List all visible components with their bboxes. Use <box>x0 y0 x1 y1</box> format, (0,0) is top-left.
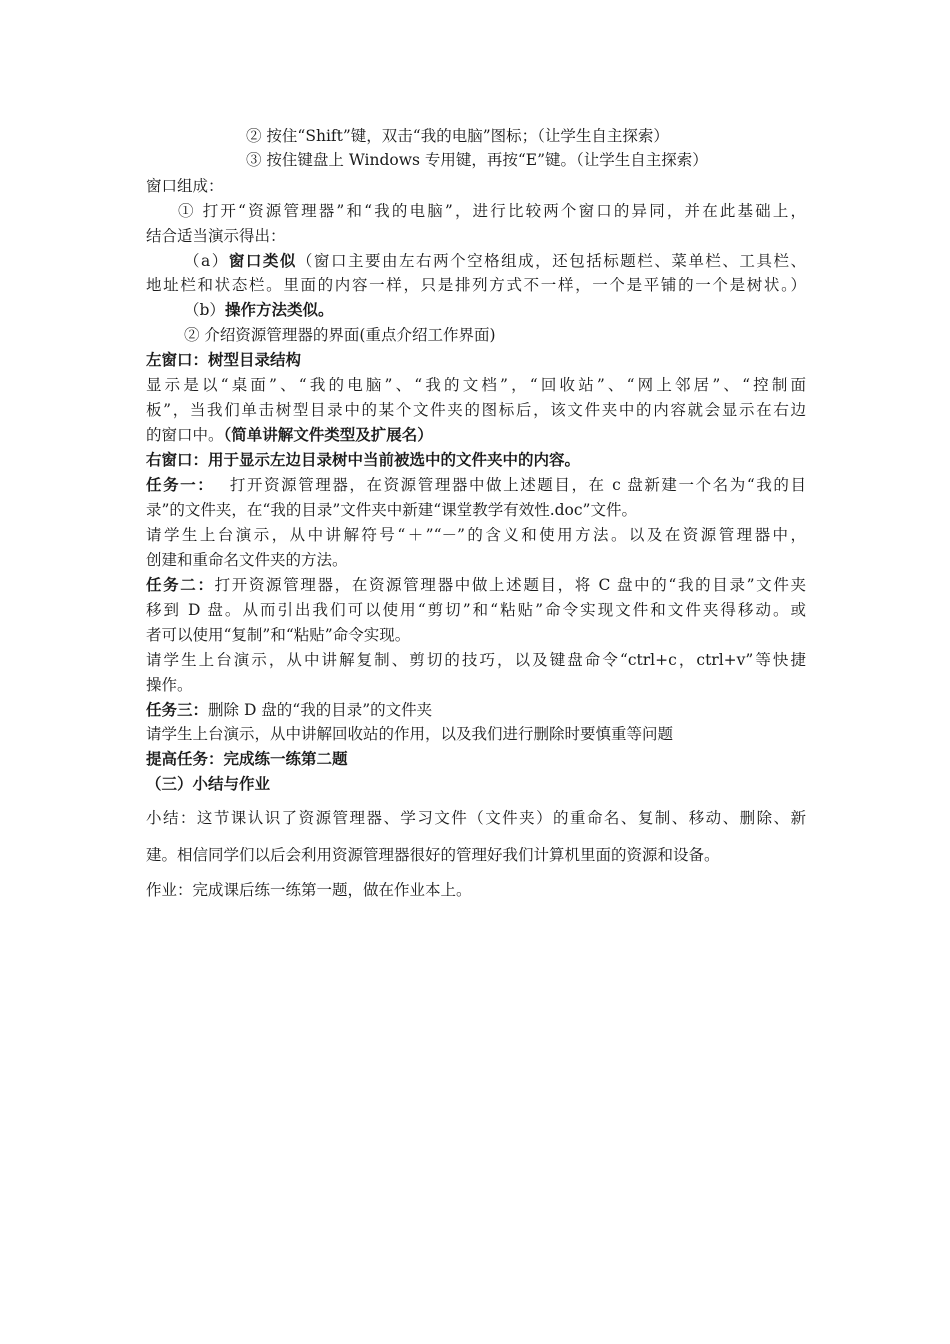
bold-term: 操作方法类似。 <box>224 301 334 319</box>
text-line: （b）操作方法类似。 <box>184 301 334 319</box>
bold-heading: 右窗口：用于显示左边目录树中当前被选中的文件夹中的内容。 <box>146 451 581 469</box>
text-line: 任务三：删除 D 盘的“我的目录”的文件夹 <box>146 701 433 719</box>
text-line: 任务二：打开资源管理器，在资源管理器中做上述题目，将 C 盘中的“我的目录”文件夹 <box>146 576 806 594</box>
bold-heading: 提高任务：完成练一练第二题 <box>146 750 348 768</box>
task-label: 任务三： <box>146 701 209 719</box>
text-line: 的窗口中。（简单讲解文件类型及扩展名） <box>146 426 433 444</box>
bold-note: （简单讲解文件类型及扩展名） <box>223 426 433 444</box>
text-line: 小结：这节课认识了资源管理器、学习文件（文件夹）的重命名、复制、移动、删除、新 <box>146 809 806 827</box>
bold-term: 窗口类似 <box>228 252 297 270</box>
text-line: 请学生上台演示，从中讲解复制、剪切的技巧，以及键盘命令“ctrl+c，ctrl+v”等快捷 <box>146 651 806 669</box>
text-line: 作业：完成课后练一练第一题，做在作业本上。 <box>146 881 472 899</box>
text-line: 请学生上台演示，从中讲解回收站的作用，以及我们进行删除时要慎重等问题 <box>146 725 674 743</box>
section-heading: 窗口组成： <box>146 177 224 195</box>
task-label: 任务一： <box>146 476 215 494</box>
task-label: 任务二： <box>146 576 215 594</box>
text-line: 任务一： 打开资源管理器，在资源管理器中做上述题目，在 c 盘新建一个名为“我的目 <box>146 476 806 494</box>
text-line: 显示是以“桌面”、“我的电脑”、“我的文档”，“回收站”、“网上邻居”、“控制面 <box>146 376 806 394</box>
text-line: 地址栏和状态栏。里面的内容一样，只是排列方式不一样，一个是平铺的一个是树状。） <box>146 276 806 294</box>
text-line: 操作。 <box>146 676 193 694</box>
text-line: 移到 D 盘。从而引出我们可以使用“剪切”和“粘贴”命令实现文件和文件夹得移动。或 <box>146 601 806 619</box>
text-line: 结合适当演示得出： <box>146 227 286 245</box>
text-line: （a）窗口类似（窗口主要由左右两个空格组成，还包括标题栏、菜单栏、工具栏、 <box>184 252 806 270</box>
text-line: 请学生上台演示，从中讲解符号“＋”“－”的含义和使用方法。以及在资源管理器中， <box>146 526 806 544</box>
text-line: 板”，当我们单击树型目录中的某个文件夹的图标后，该文件夹中的内容就会显示在右边 <box>146 401 806 419</box>
text-line: ② 介绍资源管理器的界面(重点介绍工作界面) <box>184 326 496 344</box>
text-line: ② 按住“Shift”键，双击“我的电脑”图标；（让学生自主探索） <box>246 127 669 145</box>
section-heading: （三）小结与作业 <box>146 775 271 793</box>
text-line: ③ 按住键盘上 Windows 专用键，再按“E”键。（让学生自主探索） <box>246 151 708 169</box>
text-line: 创建和重命名文件夹的方法。 <box>146 551 348 569</box>
text-line: ① 打开“资源管理器”和“我的电脑”，进行比较两个窗口的异同，并在此基础上， <box>178 202 806 220</box>
text-line: 者可以使用“复制”和“粘贴”命令实现。 <box>146 626 411 644</box>
text-line: 录”的文件夹，在“我的目录”文件夹中新建“课堂教学有效性.doc”文件。 <box>146 501 637 519</box>
bold-heading: 左窗口：树型目录结构 <box>146 351 302 369</box>
text-line: 建。相信同学们以后会利用资源管理器很好的管理好我们计算机里面的资源和设备。 <box>146 846 720 864</box>
